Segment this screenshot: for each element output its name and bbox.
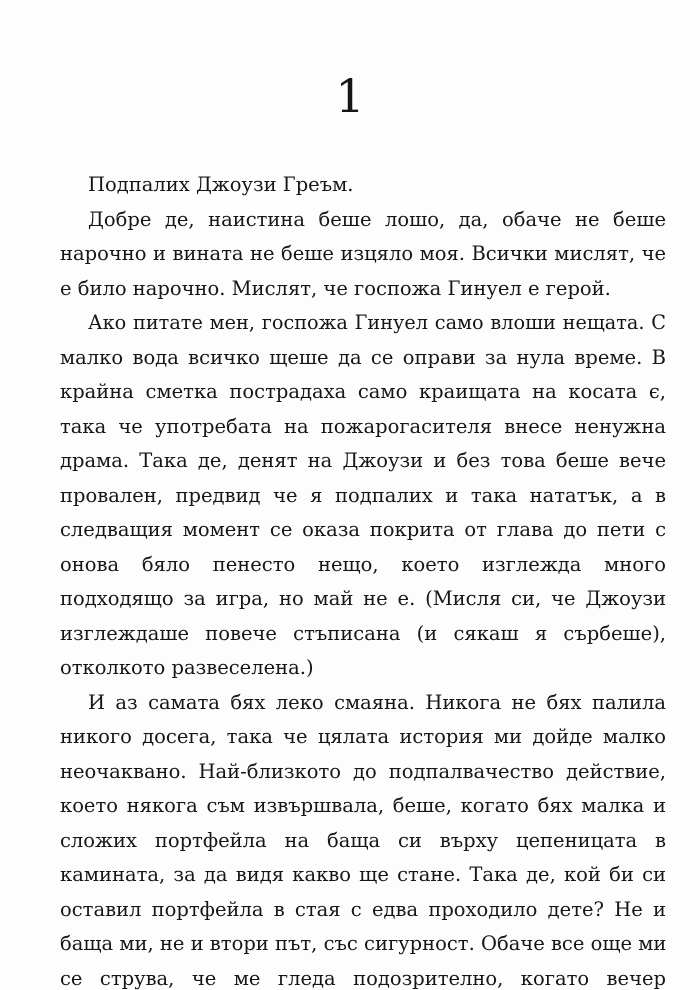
text-line: камината, за да видя какво ще стане. Така де, кой би си bbox=[60, 863, 666, 886]
text-line: провален, предвид че я подпалих и така нататък, а в bbox=[60, 483, 666, 507]
text-line: Подпалих Джоузи Греъм. bbox=[88, 173, 354, 196]
text-line: И аз самата бях леко смаяна. Никога не бях палила bbox=[88, 690, 666, 714]
text-line: което някога съм извършвала, беше, когато бях малка и bbox=[60, 794, 666, 817]
text-line: подходящо за игра, но май не е. (Мисля си, че Джоузи bbox=[60, 587, 666, 610]
text-line: Добре де, наистина беше лошо, да, обаче не беше bbox=[88, 207, 666, 231]
text-line: баща ми, не и втори път, със сигурност. Обаче все още ми bbox=[60, 932, 667, 955]
text-line: Ако питате мен, госпожа Гинуел само влоши нещата. С bbox=[88, 311, 666, 334]
text-line: неочаквано. Най-близкото до подпалвачество действие, bbox=[60, 759, 666, 783]
text-line: оставил портфейла в стая с едва проходило дете? Не и bbox=[60, 897, 666, 921]
text-line: сложих портфейла на баща си върху цепеницата в bbox=[60, 828, 666, 852]
text-line: малко вода всичко щеше да се оправи за нула време. В bbox=[60, 345, 666, 369]
text-line: крайна сметка пострадаха само краищата на косата є, bbox=[60, 380, 666, 403]
text-line: нарочно и вината не беше изцяло моя. Всички мислят, че bbox=[60, 242, 666, 265]
chapter-number: 1 bbox=[335, 69, 365, 123]
text-line: следващия момент се оказа покрита от глава до пети с bbox=[60, 518, 666, 541]
chapter-body bbox=[60, 168, 666, 990]
text-line: е било нарочно. Мислят, че госпожа Гинуел е герой. bbox=[60, 276, 611, 300]
text-line: драма. Така де, денят на Джоузи и без това беше вече bbox=[60, 449, 666, 472]
text-line: отколкото развеселена.) bbox=[60, 656, 314, 679]
text-line: онова бяло пенесто нещо, което изглежда много bbox=[60, 552, 666, 576]
text-line: се струва, че ме гледа подозрително, когато вечер bbox=[60, 966, 666, 990]
text-line: така че употребата на пожарогасителя внесе ненужна bbox=[60, 414, 666, 438]
text-line: изглеждаше повече стъписана (и сякаш я сърбеше), bbox=[60, 621, 666, 645]
text-line: никого досега, така че цялата история ми дойде малко bbox=[60, 725, 666, 748]
